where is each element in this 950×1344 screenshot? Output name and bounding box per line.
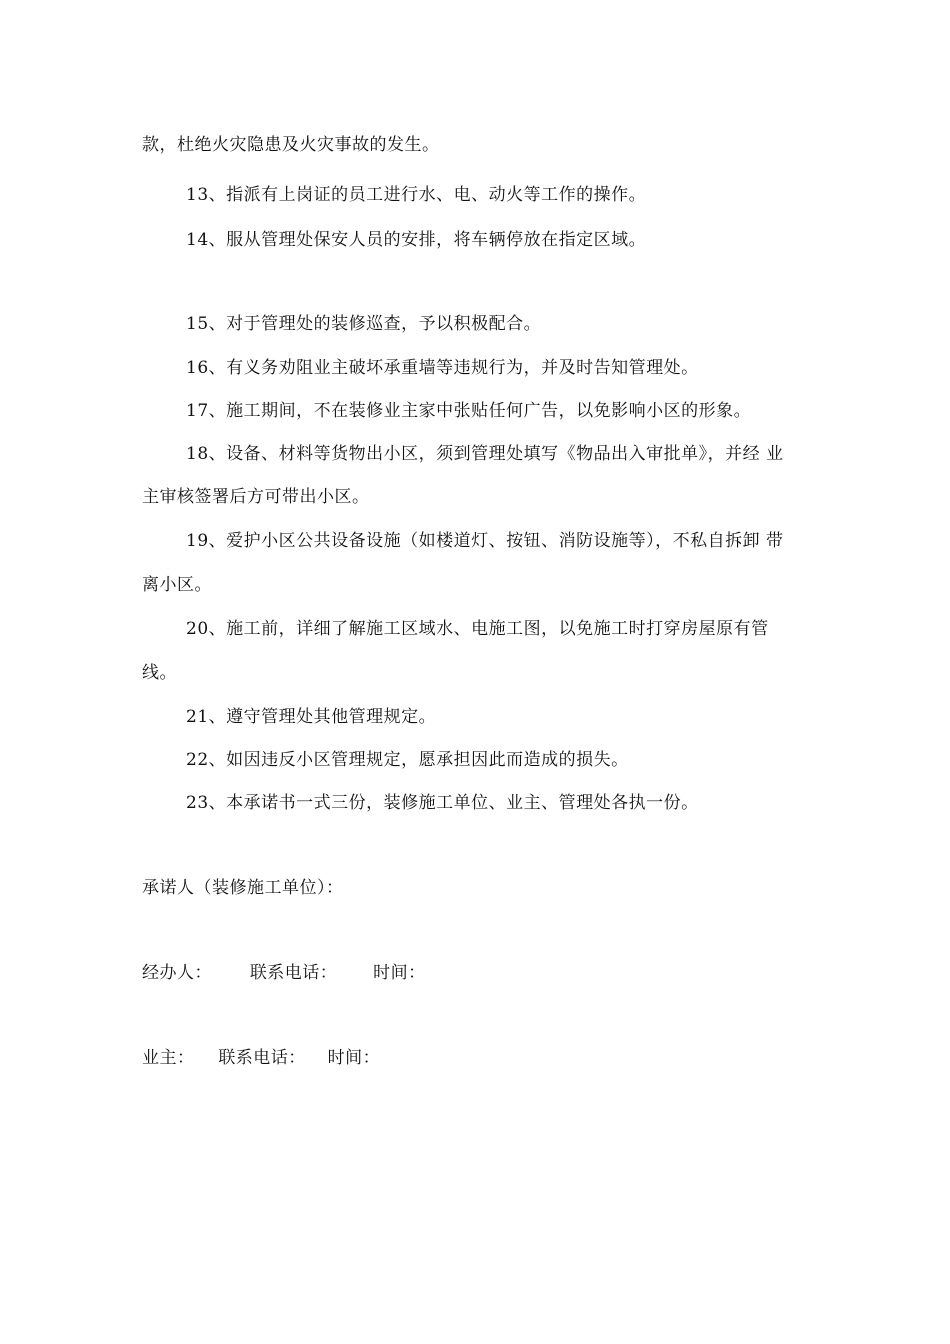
handler-phone-label: 联系电话： [249, 963, 338, 983]
item-continuation-text: 线。 [142, 663, 177, 683]
item-number: 17 [186, 401, 209, 421]
item-text: 、爱护小区公共设备设施（如楼道灯、按钮、消防设施等），不私自拆卸 带 [208, 531, 784, 551]
list-item-13 [186, 184, 646, 206]
item-text: 、施工期间，不在装修业主家中张贴任何广告，以免影响小区的形象。 [208, 401, 752, 421]
item-text: 、本承诺书一式三份，装修施工单位、业主、管理处各执一份。 [208, 793, 699, 813]
item-text: 、如因违反小区管理规定，愿承担因此而造成的损失。 [208, 750, 629, 770]
item-number: 16 [186, 358, 209, 378]
item-text: 、对于管理处的装修巡查，予以积极配合。 [208, 314, 542, 334]
list-item-19-continuation [142, 574, 212, 596]
item-text: 、服从管理处保安人员的安排，将车辆停放在指定区域。 [208, 230, 647, 250]
item-text: 、遵守管理处其他管理规定。 [208, 707, 437, 727]
item-number: 21 [186, 707, 209, 727]
list-item-19 [186, 530, 784, 552]
owner-row [142, 1047, 380, 1069]
continuation-text: 款，杜绝火灾隐患及火灾事故的发生。 [142, 135, 440, 155]
item-number: 20 [186, 619, 209, 639]
item-continuation-text: 主审核签署后方可带出小区。 [142, 487, 370, 507]
item-number: 23 [186, 793, 209, 813]
item-continuation-text: 离小区。 [142, 575, 212, 595]
list-item-14 [186, 229, 646, 251]
owner-phone-label: 联系电话： [218, 1048, 306, 1068]
item-number: 14 [186, 230, 209, 250]
list-item-18-continuation [142, 486, 370, 508]
list-item-20-continuation [142, 662, 177, 684]
item-number: 15 [186, 314, 209, 334]
item-text: 、施工前，详细了解施工区域水、电施工图，以免施工时打穿房屋原有管 [208, 619, 769, 639]
list-item-18 [186, 443, 784, 465]
list-item-23 [186, 792, 699, 814]
item-number: 13 [186, 185, 209, 205]
item-number: 19 [186, 531, 209, 551]
item-number: 18 [186, 444, 209, 464]
list-item-17 [186, 400, 751, 422]
list-item-16 [186, 357, 699, 379]
promisor-text: 承诺人（装修施工单位）： [142, 878, 344, 898]
list-item-20 [186, 618, 769, 640]
handler-row [142, 962, 426, 984]
promisor-label [142, 877, 344, 899]
owner-label: 业主： [142, 1048, 195, 1068]
item-number: 22 [186, 750, 209, 770]
item-text: 、设备、材料等货物出小区，须到管理处填写《物品出入审批单》，并经 业 [208, 444, 784, 464]
handler-time-label: 时间： [373, 963, 426, 983]
list-item-22 [186, 749, 629, 771]
handler-label: 经办人： [142, 963, 212, 983]
list-item-15 [186, 313, 541, 335]
item-text: 、指派有上岗证的员工进行水、电、动火等工作的操作。 [208, 185, 647, 205]
owner-time-label: 时间： [327, 1048, 381, 1068]
list-item-21 [186, 706, 436, 728]
item-text: 、有义务劝阻业主破坏承重墙等违规行为，并及时告知管理处。 [208, 358, 699, 378]
continuation-line [142, 134, 440, 156]
